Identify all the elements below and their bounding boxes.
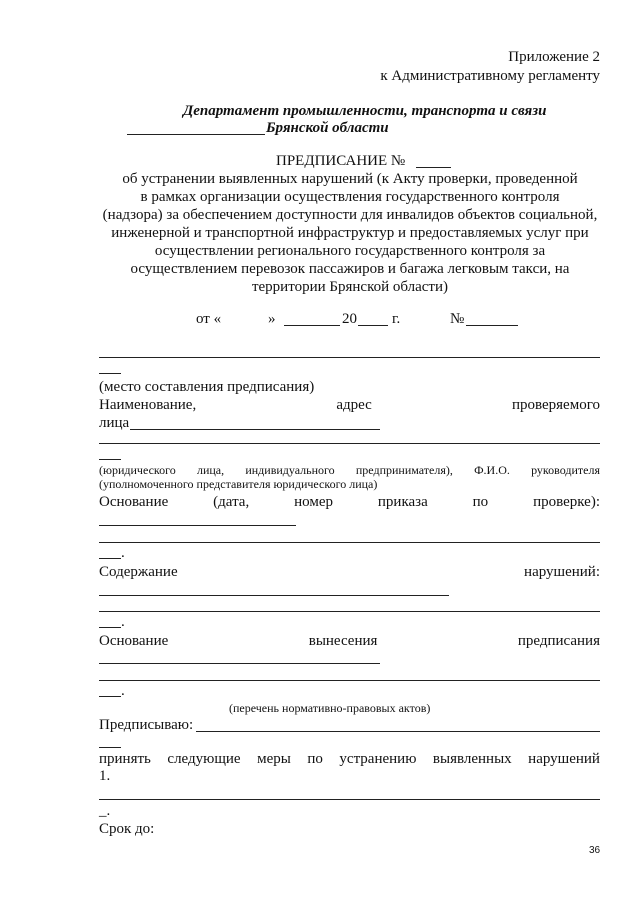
title-line-3: (надзора) за обеспечением доступности для инвалидов объектов социальной,	[102, 207, 598, 223]
basis-period: .	[121, 545, 125, 561]
prescription-number-blank	[416, 167, 451, 168]
basis-blank-2[interactable]	[99, 542, 600, 543]
prescribe-blank[interactable]	[196, 731, 600, 732]
entity-caption-line-2: (уполномоченного представителя юридического лица)	[99, 477, 378, 491]
issuance-word: вынесения	[308, 633, 378, 649]
appendix-line-2: к Административному регламенту	[380, 68, 600, 84]
caption-word: Ф.И.О.	[474, 463, 510, 477]
measures-blank-line[interactable]	[99, 799, 600, 800]
year-blank[interactable]	[358, 325, 388, 326]
measures-word: следующие	[167, 751, 241, 767]
order-number-blank[interactable]	[466, 325, 518, 326]
date-quote-close: »	[268, 311, 276, 327]
prescribe-blank-tail[interactable]	[99, 747, 121, 748]
basis-word: Основание	[99, 494, 169, 510]
content-blank-tail[interactable]	[99, 627, 121, 628]
issuance-blank-2[interactable]	[99, 680, 600, 681]
violations-word: нарушений:	[524, 564, 600, 580]
department-blank	[127, 134, 265, 135]
month-blank[interactable]	[284, 325, 340, 326]
basis-word: (дата,	[213, 494, 250, 510]
title-line-2: в рамках организации осуществления государственного контроля	[140, 189, 560, 205]
measures-word: меры	[257, 751, 291, 767]
measures-word: устранению	[339, 751, 417, 767]
issuance-word: предписания	[517, 633, 600, 649]
acts-caption: (перечень нормативно-правовых актов)	[229, 701, 431, 715]
caption-word: руководителя	[531, 463, 600, 477]
title-line-1: об устранении выявленных нарушений (к Акту проверки, проведенной	[122, 171, 578, 187]
address-word: адрес	[336, 397, 372, 413]
issuance-word: Основание	[99, 633, 169, 649]
entity-caption-row	[99, 463, 600, 477]
year-prefix: 20	[342, 311, 357, 327]
content-blank-1[interactable]	[99, 595, 449, 596]
page-number: 36	[589, 845, 601, 856]
name-blank[interactable]	[130, 429, 380, 430]
basis-word: по	[472, 494, 489, 510]
caption-word: лица,	[196, 463, 225, 477]
caption-word: (юридического	[99, 463, 176, 477]
name-word: Наименование,	[99, 397, 197, 413]
place-caption: (место составления предписания)	[99, 379, 315, 395]
title-line-4: инженерной и транспортной инфраструктур и предоставляемых услуг при	[111, 225, 589, 241]
issuance-period: .	[121, 683, 125, 699]
number-sign: №	[450, 311, 465, 327]
basis-word: проверке):	[533, 494, 600, 510]
name-cont-label: лица	[99, 415, 130, 431]
issuance-blank-1[interactable]	[99, 663, 380, 664]
measures-word: по	[307, 751, 323, 767]
place-blank-line[interactable]	[99, 357, 600, 358]
prescribe-label: Предписываю:	[99, 717, 194, 733]
deadline-label: Срок до:	[99, 821, 155, 837]
measures-word: нарушений	[528, 751, 600, 767]
title-line-5: осуществлении регионального государственного контроля за	[154, 243, 546, 259]
date-from-label: от «	[196, 311, 222, 327]
content-blank-2[interactable]	[99, 611, 600, 612]
content-period: .	[121, 614, 125, 630]
measures-item-1: 1.	[99, 768, 111, 784]
measures-word: выявленных	[432, 751, 512, 767]
basis-blank-1[interactable]	[99, 525, 296, 526]
department-line-2: Брянской области	[266, 120, 389, 136]
caption-word: предпринимателя),	[355, 463, 453, 477]
measures-end: _.	[99, 803, 111, 819]
basis-row	[99, 493, 600, 511]
content-row	[99, 563, 600, 581]
basis-word: приказа	[377, 494, 428, 510]
issuance-blank-tail[interactable]	[99, 696, 121, 697]
entity-blank-tail[interactable]	[99, 459, 121, 460]
basis-blank-tail[interactable]	[99, 558, 121, 559]
entity-blank-line[interactable]	[99, 443, 600, 444]
place-blank-tail[interactable]	[99, 373, 121, 374]
year-suffix: г.	[392, 311, 401, 327]
appendix-line-1: Приложение 2	[508, 49, 600, 65]
issuance-row	[99, 632, 600, 650]
inspected-word: проверяемого	[511, 397, 600, 413]
department-line-1: Департамент промышленности, транспорта и связи	[183, 103, 547, 119]
caption-word: индивидуального	[245, 463, 335, 477]
measures-row	[99, 750, 600, 768]
measures-word: принять	[99, 751, 151, 767]
title-line-6: осуществлением перевозок пассажиров и багажа легковым такси, на	[130, 261, 570, 277]
title-line-7: территории Брянской области)	[251, 279, 449, 295]
name-address-row	[99, 396, 600, 414]
prescription-heading: ПРЕДПИСАНИЕ №	[276, 153, 406, 169]
basis-word: номер	[294, 494, 334, 510]
content-word: Содержание	[99, 564, 178, 580]
